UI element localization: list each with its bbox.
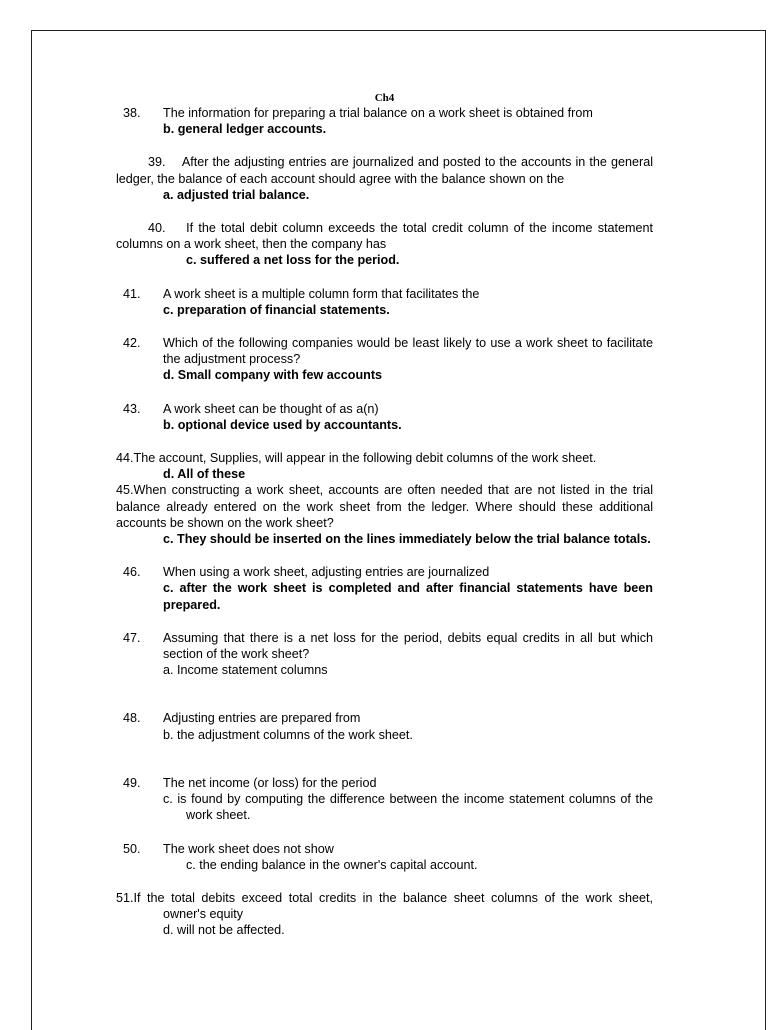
question-stem: If the total debits exceed total credits in the balance sheet columns of the work sheet, owner's equity: [133, 890, 653, 922]
question-50: [116, 841, 653, 873]
question-stem: The net income (or loss) for the period: [163, 775, 377, 790]
question-stem: Assuming that there is a net loss for the period, debits equal credits in all but which section of the work sheet?: [163, 630, 653, 662]
question-47: [116, 630, 653, 679]
question-42: [116, 335, 653, 384]
question-answer: c. They should be inserted on the lines immediately below the trial balance totals.: [163, 532, 651, 547]
question-39: [116, 154, 653, 203]
question-stem: If the total debit column exceeds the total credit column of the income statement columns on a work sheet, then the company has: [116, 221, 653, 252]
document-content: [116, 91, 653, 939]
question-stem: The information for preparing a trial balance on a work sheet is obtained from: [163, 106, 593, 120]
question-number: 41.: [123, 286, 141, 301]
question-number: 42.: [123, 336, 141, 351]
question-answer: d. All of these: [163, 467, 246, 482]
question-number: 47.: [123, 630, 141, 645]
question-answer: c. preparation of financial statements.: [163, 302, 390, 317]
question-answer: d. will not be affected.: [163, 923, 285, 938]
question-number: 48.: [123, 711, 141, 726]
question-45: [116, 482, 653, 547]
question-stem: The work sheet does not show: [163, 841, 334, 856]
question-41: [116, 286, 653, 318]
question-answer: c. suffered a net loss for the period.: [186, 253, 400, 268]
question-stem: A work sheet is a multiple column form that facilitates the: [163, 286, 480, 301]
question-number: 51.: [116, 890, 134, 905]
question-answer: a. adjusted trial balance.: [163, 187, 310, 202]
question-answer: b. the adjustment columns of the work sheet.: [163, 727, 413, 742]
question-answer: c. is found by computing the difference between the income statement columns of the work sheet.: [163, 792, 653, 823]
question-44: [116, 450, 653, 482]
question-48: [116, 710, 653, 742]
question-46: [116, 564, 653, 613]
question-number: 38.: [123, 106, 141, 120]
question-number: 49.: [123, 775, 141, 790]
question-number: 43.: [123, 401, 141, 416]
question-stem: When constructing a work sheet, accounts are often needed that are not listed in the trial balance already entered on the work sheet from the ledger. Where should these additional accounts be shown on the work sheet?: [116, 483, 653, 530]
question-answer: c. the ending balance in the owner's capital account.: [186, 857, 478, 872]
question-43: [116, 401, 653, 433]
question-number: 44.: [116, 451, 134, 466]
question-stem: Which of the following companies would be least likely to use a work sheet to facilitate the adjustment process?: [163, 336, 653, 367]
question-49: [116, 775, 653, 824]
question-number: 45.: [116, 483, 134, 498]
question-answer: a. Income statement columns: [163, 663, 328, 678]
question-answer: d. Small company with few accounts: [163, 368, 383, 383]
question-number: 50.: [123, 841, 141, 856]
question-stem: A work sheet can be thought of as a(n): [163, 401, 379, 416]
question-number: 40.: [148, 221, 166, 236]
chapter-title: Ch4: [374, 92, 395, 104]
question-number: 39.: [148, 155, 166, 170]
question-stem: Adjusting entries are prepared from: [163, 711, 361, 726]
question-51: [116, 890, 653, 939]
question-stem: The account, Supplies, will appear in the following debit columns of the work sheet.: [133, 451, 597, 466]
question-answer: c. after the work sheet is completed and after financial statements have been prepared.: [163, 581, 653, 612]
question-number: 46.: [123, 565, 141, 580]
question-stem: When using a work sheet, adjusting entries are journalized: [163, 565, 490, 580]
question-stem: After the adjusting entries are journalized and posted to the accounts in the general ledger, the balance of each account should agree with the balance shown on the: [116, 155, 653, 186]
question-answer: b. general ledger accounts.: [163, 122, 327, 137]
question-answer: b. optional device used by accountants.: [163, 417, 402, 432]
question-38: [116, 105, 653, 137]
question-40: [116, 220, 653, 269]
